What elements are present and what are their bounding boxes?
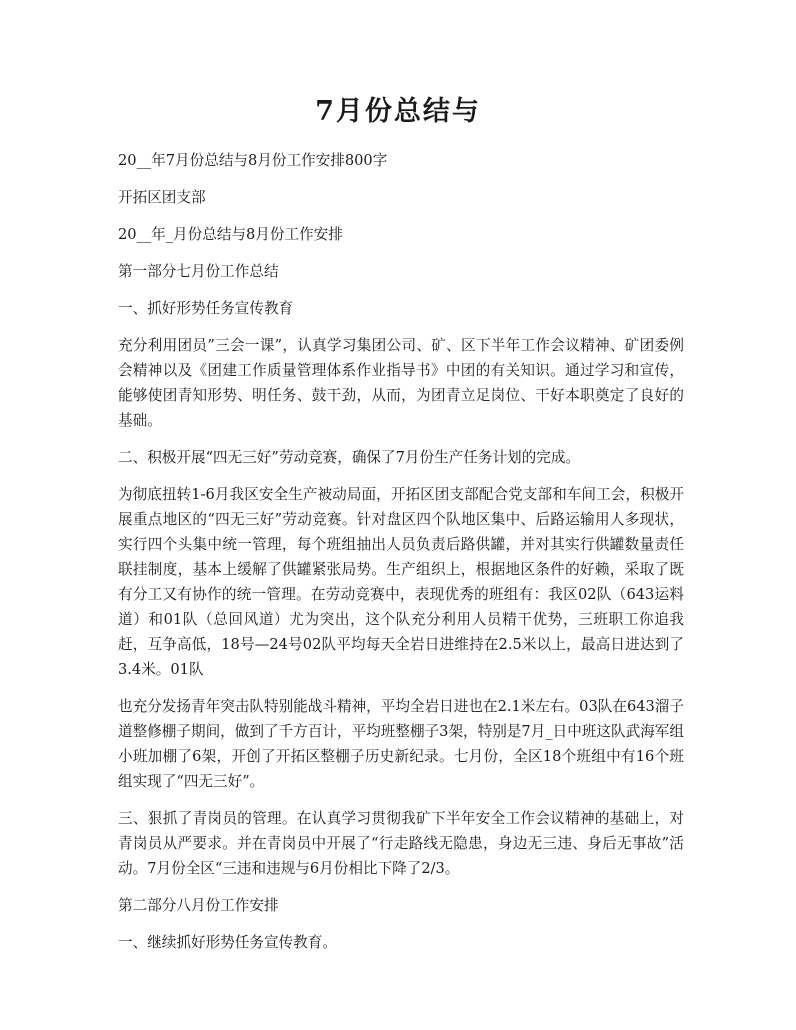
subheading-item-two: 二、积极开展“四无三好”劳动竞赛，确保了7月份生产任务计划的完成。	[118, 449, 581, 466]
document-body	[118, 148, 684, 967]
paragraph-body: 为彻底扭转1-6月我区安全生产被动局面，开拓区团支部配合党支部和车间工会，积极开展重点地区的“四无三好”劳动竞赛。针对盘区四个队地区集中、后路运输用人多现状，实行四个头集中统一管理，每个班组抽出人员负责后路供罐，并对其实行供罐数量责任联挂制度，基本上缓解了供罐紧张局势。生产组织上，根据地区条件的好赖，采取了既有分工又有协作的统一管理。在劳动竞赛中，表现优秀的班组有：我区02队（643运料道）和01队（总回风道）尤为突出，这个队充分利用人员精干优势，三班职工你追我赶，互争高低，18号—24号02队平均每天全岩日进维持在2.5米以上，最高日进达到了3.4米。01队	[118, 486, 684, 678]
paragraph-subtitle: 20__年_月份总结与8月份工作安排	[118, 226, 343, 243]
subheading-item-one: 一、抓好形势任务宣传教育	[118, 300, 294, 317]
document-title: 7月份总结与	[315, 96, 481, 127]
section-heading-part-one: 第一部分七月份工作总结	[118, 263, 279, 280]
paragraph-body: 充分利用团员”三会一课”，认真学习集团公司、矿、区下半年工作会议精神、矿团委例会精神以及《团建工作质量管理体系作业指导书》中团的有关知识。通过学习和宣传，能够使团青知形势、明任务、鼓干劲，从而，为团青立足岗位、干好本职奠定了良好的基础。	[118, 337, 684, 429]
subheading-item-one: 一、继续抓好形势任务宣传教育。	[118, 934, 337, 951]
section-heading-part-two: 第二部分八月份工作安排	[118, 897, 279, 914]
paragraph-body: 也充分发扬青年突击队特别能战斗精神，平均全岩日进也在2.1米左右。03队在643溜子道整修棚子期间，做到了千方百计，平均班整棚子3架，特别是7月_日中班这队武海军组小班加棚了6架，开创了开拓区整棚子历史新纪录。七月份，全区18个班组中有16个班组实现了“四无三好”。	[118, 698, 684, 790]
paragraph-heading-line: 20__年7月份总结与8月份工作安排800字	[118, 152, 388, 169]
paragraph-body: 三、狠抓了青岗员的管理。在认真学习贯彻我矿下半年安全工作会议精神的基础上，对青岗员从严要求。并在青岗员中开展了“行走路线无隐患，身边无三违、身后无事故”活动。7月份全区“三违和违规与6月份相比下降了2/3。	[118, 810, 684, 877]
paragraph-department: 开拓区团支部	[118, 189, 206, 206]
